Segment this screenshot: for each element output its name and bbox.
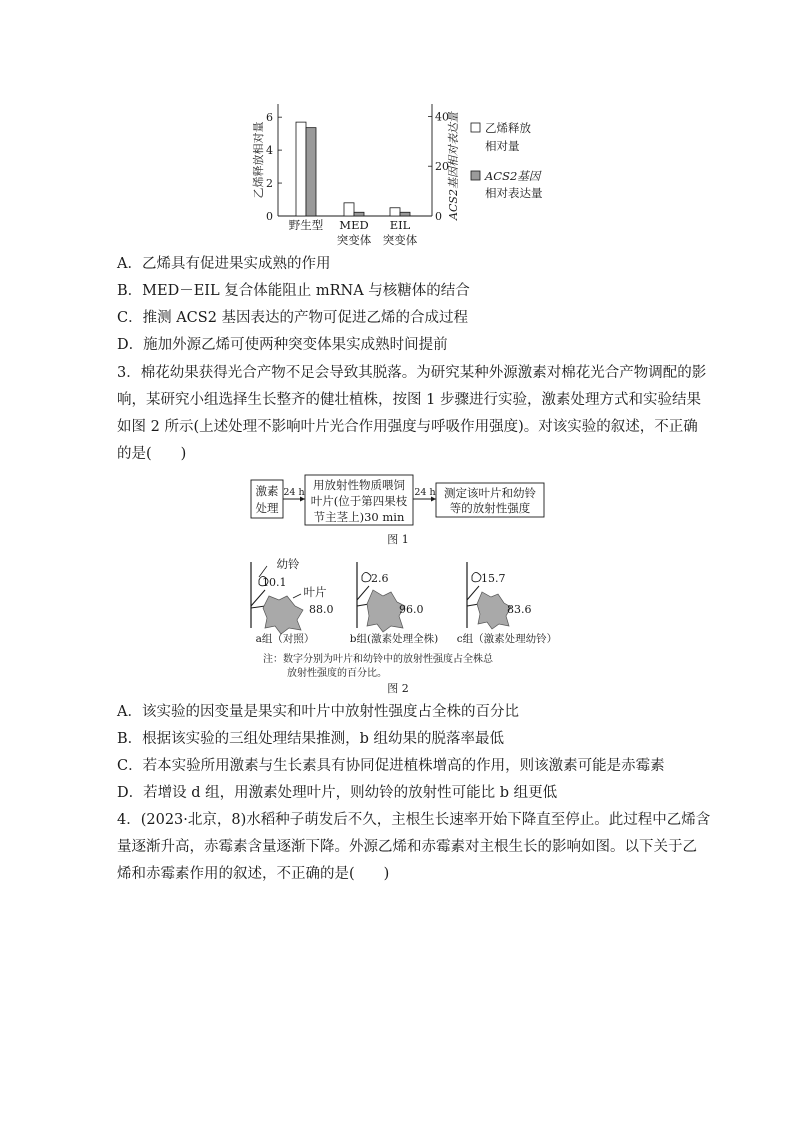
bar-acs2 — [400, 212, 410, 216]
q3-option-b: B．根据该实验的三组处理结果推测，b 组幼果的脱落率最低 — [117, 731, 505, 747]
fig2-note-line2: 放射性强度的百分比。 — [287, 668, 387, 679]
left-tick-label: 2 — [266, 177, 273, 191]
flow-box-feeding-line1: 用放射性物质喂饲 — [313, 478, 405, 492]
legend-swatch-acs2 — [471, 171, 480, 180]
q4-stem-line2: 量逐渐升高，赤霉素含量逐渐下降。外源乙烯和赤霉素对主根生长的影响如图。以下关于乙 — [117, 839, 697, 855]
bar-ethylene — [296, 122, 306, 216]
leaf-icon — [477, 592, 511, 629]
right-tick-label: 0 — [435, 210, 442, 223]
q3-stem-line3: 如图 2 所示(上述处理不影响叶片光合作用强度与呼吸作用强度)。对该实验的叙述，不正确 — [117, 419, 698, 435]
flow-box-measure-line2: 等的放射性强度 — [449, 501, 531, 515]
legend-ethylene-line2: 相对量 — [485, 139, 520, 153]
legend-acs2-line1: ACS2基因 — [485, 169, 541, 183]
left-axis-label: 乙烯释放相对量 — [252, 121, 265, 199]
q2-option-d: D．施加外源乙烯可使两种突变体果实成熟时间提前 — [117, 337, 448, 353]
value-leaf-c: 83.6 — [507, 603, 532, 616]
figure-1-caption: 图 1 — [387, 533, 409, 546]
left-tick-label: 4 — [266, 144, 273, 158]
figure-2 — [245, 558, 575, 698]
figure-1-flowchart — [245, 474, 565, 549]
q2-option-a: A．乙烯具有促进果实成熟的作用 — [117, 256, 331, 272]
boll-icon — [362, 572, 371, 581]
legend-ethylene-line1: 乙烯释放 — [485, 121, 531, 135]
right-tick-label: 40 — [435, 110, 449, 124]
fig2-group-b — [350, 562, 438, 645]
figure-2-caption: 图 2 — [387, 682, 409, 695]
value-boll-b: 2.6 — [371, 572, 389, 585]
flow-box-hormone-line1: 激素 — [255, 484, 279, 498]
right-tick-label: 20 — [435, 160, 449, 174]
value-leaf-b: 96.0 — [399, 603, 424, 616]
flow-arrow-2-label: 24 h — [414, 487, 436, 498]
legend-acs2-line2: 相对表达量 — [485, 186, 543, 200]
q4-stem-line3: 烯和赤霉素作用的叙述，不正确的是( ) — [117, 866, 390, 882]
q3-stem-line4: 的是( ) — [117, 446, 187, 462]
flow-box-hormone-line2: 处理 — [255, 501, 279, 515]
boll-icon — [472, 572, 481, 581]
q3-option-c: C．若本实验所用激素与生长素具有协同促进植株增高的作用，则该激素可能是赤霉素 — [117, 758, 665, 774]
q3-stem-line2: 响，某研究小组选择生长整齐的健壮植株，按图 1 步骤进行实验，激素处理方式和实验结果 — [117, 392, 701, 408]
fig2-group-a — [251, 558, 334, 645]
caption-group-c: c组（激素处理幼铃） — [456, 633, 558, 645]
bar-acs2 — [306, 128, 316, 216]
label-leaf: 叶片 — [303, 585, 327, 599]
flow-box-feeding-line2: 叶片(位于第四果枝 — [310, 494, 408, 508]
category-label: EIL — [389, 218, 411, 232]
q3-option-a: A．该实验的因变量是果实和叶片中放射性强度占全株的百分比 — [117, 704, 519, 720]
bar-chart — [245, 98, 565, 248]
left-tick-label: 6 — [266, 111, 273, 125]
label-boll: 幼铃 — [276, 558, 300, 571]
category-label-line2: 突变体 — [336, 233, 372, 247]
category-label: MED — [339, 218, 369, 232]
bar-ethylene — [390, 208, 400, 216]
q3-stem-line1: 3．棉花幼果获得光合产物不足会导致其脱落。为研究某种外源激素对棉花光合产物调配的影 — [117, 365, 707, 381]
category-label: 野生型 — [288, 218, 324, 232]
bar-ethylene — [344, 203, 354, 216]
value-boll-c: 15.7 — [481, 572, 506, 585]
caption-group-b: b组(激素处理全株) — [349, 633, 439, 645]
q4-stem-line1: 4．(2023·北京，8)水稻种子萌发后不久，主根生长速率开始下降直至停止。此过程中乙烯含 — [117, 812, 711, 828]
left-tick-label: 0 — [266, 210, 273, 223]
flow-box-feeding-line3: 节主茎上)30 min — [313, 510, 405, 524]
category-label-line2: 突变体 — [382, 233, 418, 247]
flow-arrow-1-label: 24 h — [283, 487, 305, 498]
q3-option-d: D．若增设 d 组，用激素处理叶片，则幼铃的放射性可能比 b 组更低 — [117, 785, 558, 801]
q2-option-b: B．MED－EIL 复合体能阻止 mRNA 与核糖体的结合 — [117, 283, 470, 299]
value-leaf-a: 88.0 — [309, 603, 334, 616]
flow-box-measure-line1: 测定该叶片和幼铃 — [444, 486, 536, 500]
caption-group-a: a组（对照） — [255, 633, 315, 645]
right-axis-label: ACS2基因相对表达量 — [447, 112, 460, 220]
legend-swatch-ethylene — [471, 123, 480, 132]
leaf-icon — [263, 596, 303, 634]
fig2-note-line1: 注：数字分别为叶片和幼铃中的放射性强度占全株总 — [263, 654, 493, 665]
fig2-group-c — [457, 562, 557, 645]
value-boll-a: 10.1 — [262, 576, 287, 589]
bar-acs2 — [354, 212, 364, 216]
q2-option-c: C．推测 ACS2 基因表达的产物可促进乙烯的合成过程 — [117, 310, 469, 326]
